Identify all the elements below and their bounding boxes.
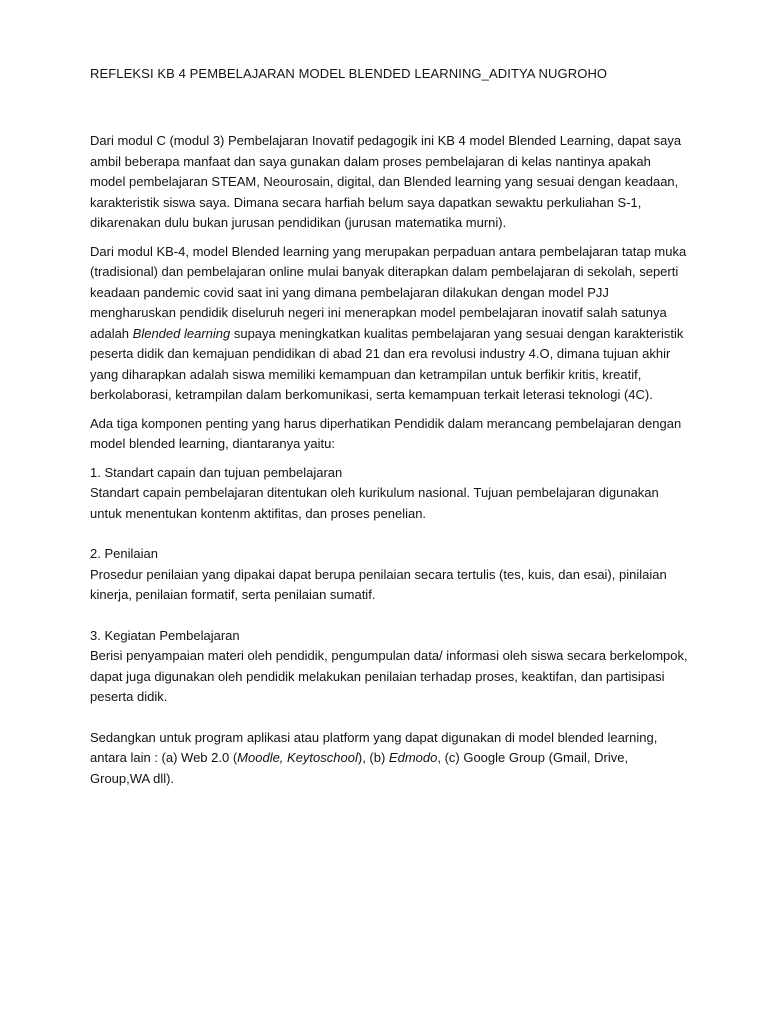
emphasis-text: Moodle, Keytoschool [237,750,358,765]
section-body: Prosedur penilaian yang dipakai dapat berupa penilaian secara tertulis (tes, kuis, dan esai), pinilaian kinerja, penilaian formatif, serta penilaian sumatif. [90,566,667,602]
paragraph-components: Ada tiga komponen penting yang harus diperhatikan Pendidik dalam merancang pembelajaran dengan model blended learning, diantaranya yaitu: [90,415,682,451]
section-heading: 3. Kegiatan Pembelajaran [90,627,240,643]
section-body: Berisi penyampaian materi oleh pendidik, pengumpulan data/ informasi oleh siswa secara berkelompok, dapat juga digunakan oleh pendidik melakukan penilaian terhadap proses, keaktifan, dan partisipasi peserta didik. [90,648,688,704]
section-kegiatan-pembelajaran [90,626,688,708]
paragraph-intro: Dari modul C (modul 3) Pembelajaran Inovatif pedagogik ini KB 4 model Blended Learning, dapat saya ambil beberapa manfaat dan saya gunakan dalam proses pembelajaran di kelas nantinya apakah model pembelajaran STEAM, Neourosain, digital, dan Blended learning yang sesuai dengan keadaan, karakteristik siswa saya. Dimana secara harfiah belum saya dapatkan sewaktu perkuliahan S-1, dikarenakan dulu bukan jurusan pendidikan (jurusan matematika murni). [90,133,682,230]
paragraph-text: Sedangkan untuk program aplikasi atau platform yang dapat digunakan di model blended learning, antara lain : (a) Web 2.0 ( [90,729,658,765]
paragraph-text: ), (b) [357,750,389,765]
paragraph-closing [90,728,688,790]
document-title: REFLEKSI KB 4 PEMBELAJARAN MODEL BLENDED LEARNING_ADITYA NUGROHO [90,66,608,81]
paragraph-text: supaya meningkatkan kualitas pembelajaran yang sesuai dengan karakteristik peserta didik dan kemajuan pendidikan di abad 21 dan era revolusi industry 4.O, dimana tujuan akhir yang diharapkan adalah siswa memiliki kemampuan dan ketrampilan untuk berfikir kritis, kreatif, berkolaborasi, ketrampilan dalam berkomunikasi, serta kemampuan terkait leterasi teknologi (4C). [90,325,684,402]
paragraph-text: , (c) Google Group (Gmail, Drive, Group,WA dll). [90,750,629,786]
emphasis-text: Edmodo [388,750,438,765]
section-heading: 1. Standart capain dan tujuan pembelajaran [90,464,343,480]
section-standart-capain [90,463,688,525]
section-penilaian [90,544,688,606]
paragraph-text: Dari modul KB-4, model Blended learning yang merupakan perpaduan antara pembelajaran tatap muka (tradisional) dan pembelajaran online mulai banyak diterapkan dalam pembelajaran di sekolah, seperti keadaan pandemic covid saat ini yang dimana pembelajaran dilakukan dengan model PJJ mengharuskan pendidik diseluruh negeri ini menerapkan model pembelajaran inovatif salah satunya adalah [90,243,687,341]
section-body: Standart capain pembelajaran ditentukan oleh kurikulum nasional. Tujuan pembelajaran digunakan untuk menentukan kontenm aktifitas, dan proses penelian. [90,485,659,521]
emphasis-text: Blended learning [132,325,231,341]
paragraph-blended-learning [90,242,688,406]
section-heading: 2. Penilaian [90,546,158,561]
